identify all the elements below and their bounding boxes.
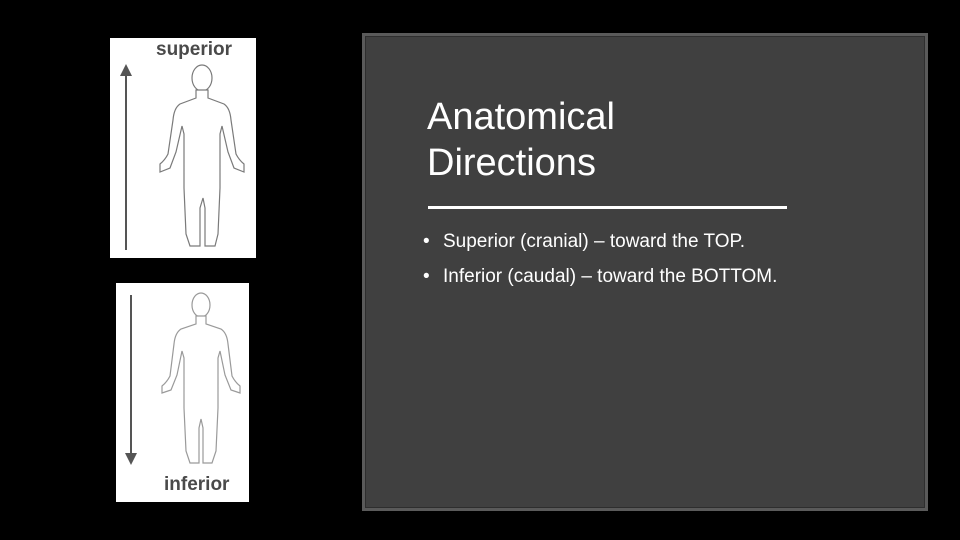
body-outline-icon: [160, 65, 244, 246]
content-panel: [362, 33, 928, 511]
bullet-list: [423, 224, 777, 294]
title-divider: [428, 206, 787, 209]
up-arrow-icon: [120, 64, 132, 250]
down-arrow-icon: [125, 295, 137, 465]
human-figure-superior-illustration: [110, 38, 256, 258]
bullet-text: Superior (cranial) – toward the TOP.: [443, 231, 746, 252]
slide-title-line-2: Directions: [427, 142, 596, 184]
body-outline-icon: [162, 293, 240, 463]
bullet-item-superior: [423, 224, 777, 259]
inferior-label: inferior: [164, 474, 230, 495]
human-figure-inferior-illustration: [116, 283, 249, 502]
inferior-figure-card: [116, 283, 249, 502]
bullet-icon: •: [423, 266, 430, 287]
bullet-icon: •: [423, 231, 430, 252]
slide-title-line-1: Anatomical: [427, 96, 615, 138]
slide-title: [427, 94, 615, 186]
superior-figure-card: [110, 38, 256, 258]
bullet-item-inferior: [423, 259, 777, 294]
superior-label: superior: [156, 39, 233, 60]
bullet-text: Inferior (caudal) – toward the BOTTOM.: [443, 266, 778, 287]
